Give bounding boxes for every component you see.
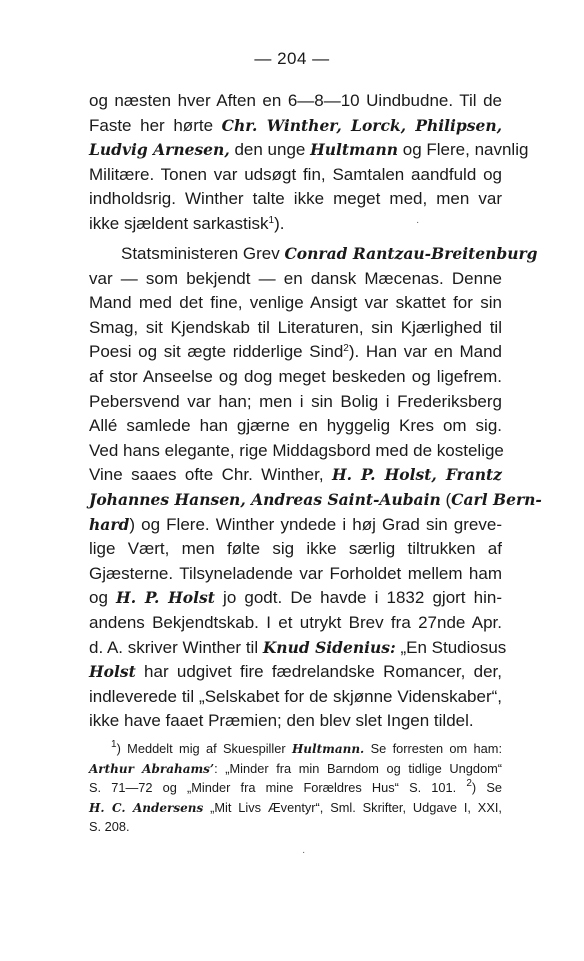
text-run: ) Meddelt mig af Skuespiller bbox=[116, 741, 292, 756]
footnote-marker: 1 bbox=[111, 739, 117, 750]
text-line bbox=[89, 89, 502, 114]
text-line bbox=[89, 316, 502, 341]
text-line bbox=[89, 513, 502, 538]
text-run: Gjæsterne. Tilsyneladende var Forholdet mellem ham bbox=[89, 563, 502, 583]
text-line bbox=[89, 685, 502, 710]
text-run: Mand med det fine, venlige Ansigt var skattet for sin bbox=[89, 293, 502, 313]
italic-name: Holst bbox=[89, 662, 136, 682]
footnote-marker: 1 bbox=[268, 215, 275, 226]
italic-name: H. P. Holst, Frantz bbox=[331, 465, 502, 485]
text-run: Faste her hørte bbox=[89, 115, 222, 135]
text-line bbox=[89, 340, 502, 365]
text-run: : „Minder fra min Barndom og tidlige Ungdom“ bbox=[214, 760, 502, 776]
text-run: d. A. skriver Winther til bbox=[89, 637, 263, 657]
text-line bbox=[89, 114, 502, 139]
text-run: ). Han var en Mand bbox=[348, 342, 503, 362]
italic-name: Hultmann bbox=[310, 140, 399, 160]
print-speck: · bbox=[416, 217, 420, 228]
text-run: andens Bekjendtskab. I et utrykt Brev fra 27nde Apr. bbox=[89, 613, 502, 632]
text-run: „Mit Livs Æventyr“, Sml. Skrifter, Udgave I, XXI, bbox=[203, 799, 502, 815]
text-run: var — som bekjendt — en dansk Mæcenas. Denne bbox=[89, 268, 502, 288]
text-run: ) Se bbox=[471, 780, 502, 795]
text-line bbox=[89, 414, 502, 439]
text-line bbox=[89, 709, 502, 734]
text-line bbox=[89, 163, 502, 188]
text-line bbox=[89, 636, 507, 661]
text-run: ). bbox=[274, 214, 285, 233]
text-run: og bbox=[89, 588, 117, 608]
text-line bbox=[89, 439, 502, 464]
text-run: S. 71—72 og „Minder fra mine Forældres Hus“ S. 101. bbox=[89, 780, 467, 795]
text-line bbox=[89, 463, 502, 488]
text-run: „En Studiosus bbox=[395, 637, 507, 657]
italic-name: Knud Sidenius: bbox=[262, 637, 396, 657]
text-run: og næsten hver Aften en 6—8—10 Uindbudne. Til de bbox=[89, 91, 502, 110]
text-run: S. 208. bbox=[89, 819, 130, 834]
text-run: jo godt. De havde i 1832 gjort hin- bbox=[214, 588, 503, 608]
text-run: indholdsrig. Winther talte ikke meget med, men var bbox=[89, 189, 502, 209]
footnote-line bbox=[111, 739, 502, 759]
text-line bbox=[89, 365, 502, 390]
footnote-line bbox=[89, 798, 502, 818]
text-run: indleverede til „Selskabet for de skjønne Videnskaber“, bbox=[89, 686, 502, 706]
text-line bbox=[89, 267, 502, 292]
italic-name: Chr. Winther, Lorck, Philipsen, bbox=[221, 115, 503, 135]
footnote-line bbox=[89, 817, 502, 837]
italic-name: Carl Bern- bbox=[451, 490, 542, 509]
text-line bbox=[89, 291, 502, 316]
text-run: Ved hans elegante, rige Middagsbord med de kostelige bbox=[89, 440, 504, 460]
text-line bbox=[89, 212, 502, 237]
text-line bbox=[89, 488, 542, 513]
text-run: Smag, sit Kjendskab til Literaturen, sin Kjærlighed til bbox=[89, 317, 502, 337]
footnote-line bbox=[89, 778, 502, 798]
footnote-line bbox=[89, 759, 502, 779]
text-run: lige Vært, men følte sig ikke særlig tiltrukken af bbox=[89, 539, 502, 559]
text-line bbox=[89, 611, 502, 636]
text-line bbox=[89, 586, 502, 611]
text-line bbox=[121, 242, 538, 267]
text-run: og Flere, navnlig bbox=[398, 140, 529, 160]
print-speck: · bbox=[302, 847, 306, 858]
text-run: ) og Flere. Winther yndede i høj Grad sin greve- bbox=[129, 514, 502, 534]
text-line bbox=[89, 187, 502, 212]
text-line bbox=[89, 390, 502, 415]
text-line bbox=[89, 138, 529, 163]
italic-name: Hultmann. bbox=[291, 742, 365, 756]
text-run: Se forresten om ham: bbox=[364, 741, 502, 756]
text-line bbox=[89, 537, 502, 562]
italic-name: H. C. Andersens bbox=[89, 800, 204, 815]
text-run: ikke have faaet Præmien; den blev slet Ingen tildel. bbox=[89, 711, 474, 731]
text-run: den unge bbox=[229, 140, 311, 160]
text-run: Militære. Tonen var udsøgt fin, Samtalen aandfuld og bbox=[89, 164, 502, 184]
text-run: Allé samlede han gjærne en hyggelig Kres om sig. bbox=[89, 416, 502, 436]
italic-name: Ludvig Arnesen, bbox=[89, 140, 230, 160]
italic-name: Conrad Rantzau-Breitenburg bbox=[284, 244, 538, 263]
text-run: Statsministeren Grev bbox=[121, 244, 285, 263]
text-line bbox=[89, 660, 502, 685]
text-run: af stor Anseelse og dog meget beskeden og ligefrem. bbox=[89, 367, 502, 386]
italic-name: Johannes Hansen, Andreas Saint-Aubain bbox=[89, 490, 441, 509]
footnote-marker: 2 bbox=[466, 778, 472, 789]
footnote-marker: 2 bbox=[343, 343, 349, 355]
italic-name: H. P. Holst bbox=[116, 588, 215, 608]
text-run: ikke sjældent sarkastisk bbox=[89, 214, 269, 233]
text-line bbox=[89, 562, 502, 587]
italic-name: hard bbox=[89, 514, 130, 534]
text-run: ( bbox=[440, 490, 452, 509]
page-number: — 204 — bbox=[254, 49, 330, 68]
text-run: har udgivet fire fædrelandske Romancer, der, bbox=[135, 662, 502, 682]
text-run: Pebersvend var han; men i sin Bolig i Frederiksberg bbox=[89, 391, 502, 411]
text-run: Vine saaes ofte Chr. Winther, bbox=[89, 465, 332, 485]
italic-name: Arthur Abrahams’ bbox=[89, 761, 215, 776]
text-run: Poesi og sit ægte ridderlige Sind bbox=[89, 342, 344, 362]
